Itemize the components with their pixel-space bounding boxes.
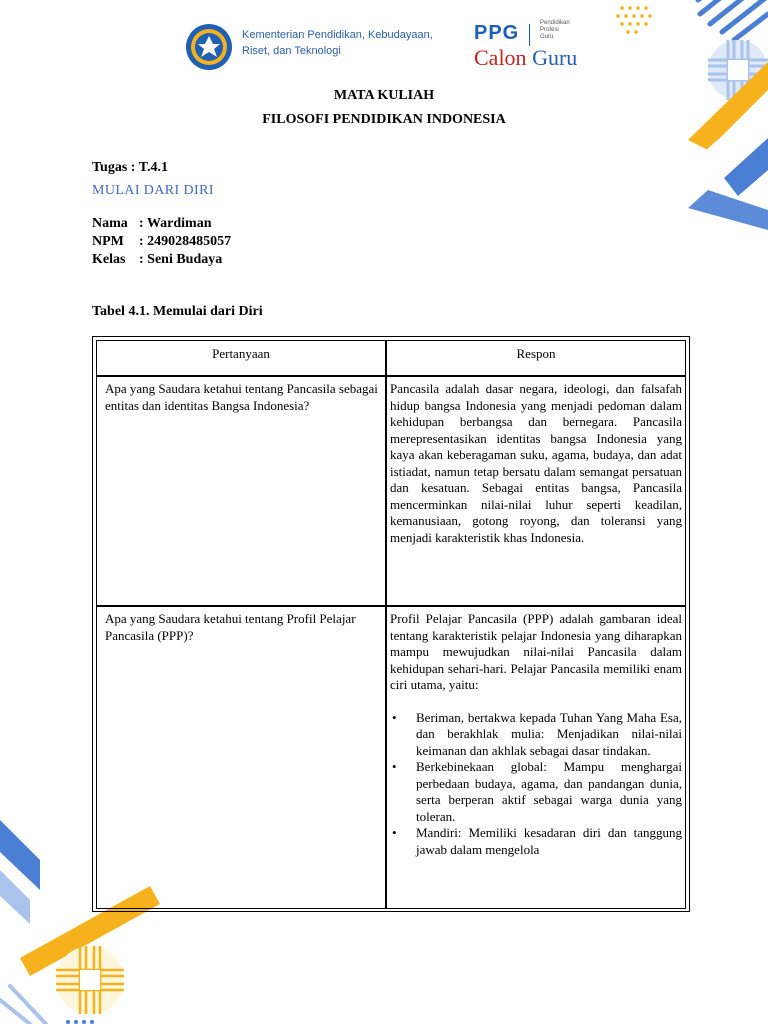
calon-text: Calon <box>474 45 527 70</box>
identity-row-npm <box>92 233 231 251</box>
header-cell-response: Respon <box>386 340 686 376</box>
list-item-text: Mandiri: Memiliki kesadaran diri dan tanggung jawab dalam mengelola <box>416 825 682 857</box>
table-caption: Tabel 4.1. Memulai dari Diri <box>92 304 263 319</box>
answer-bullet-list <box>390 710 682 859</box>
list-item <box>390 825 682 858</box>
identity-label: NPM <box>92 234 124 249</box>
calon-guru-wordmark <box>474 45 577 71</box>
answer-cell <box>386 606 686 909</box>
question-cell: Apa yang Saudara ketahui tentang Profil Pelajar Pancasila (PPP)? <box>96 606 386 909</box>
bullet-icon: • <box>392 759 397 774</box>
ppg-subtitle-3: Guru <box>540 34 554 40</box>
ppg-subtitle-2: Profesi <box>540 27 559 33</box>
identity-value: : Seni Budaya <box>139 252 223 267</box>
assignment-subject: MULAI DARI DIRI <box>92 183 214 198</box>
guru-text: Guru <box>532 45 578 70</box>
ministry-name-line1: Kementerian Pendidikan, Kebudayaan, <box>242 29 433 41</box>
ppg-calon-guru-logo <box>474 20 614 76</box>
identity-value: : 249028485057 <box>139 234 232 249</box>
ppg-subtitle <box>540 20 600 41</box>
answer-intro: Profil Pelajar Pancasila (PPP) adalah gambaran ideal tentang karakteristik pelajar Indonesia yang diharapkan mampu mewujudkan nilai-nilai Pancasila dalam kehidupan sehari-hari. Pelajar Pancasila memiliki enam ciri utama, yaitu: <box>390 611 682 692</box>
list-item-text: Berkebinekaan global: Mampu menghargai perbedaan budaya, agama, dan pandangan dunia, serta berperan aktif sebagai warga dunia yang toleran. <box>416 759 682 824</box>
ppg-divider <box>529 24 530 46</box>
bullet-icon: • <box>392 825 397 840</box>
assignment-number: Tugas : T.4.1 <box>92 160 168 175</box>
tut-wuri-handayani-logo-icon <box>184 22 234 72</box>
list-item-text: Beriman, bertakwa kepada Tuhan Yang Maha Esa, dan berakhlak mulia: Menjadikan nilai-nilai keimanan dan akhlak sebagai dasar tindakan. <box>416 709 682 758</box>
identity-label: Nama <box>92 216 128 231</box>
identity-value: : Wardiman <box>139 216 212 231</box>
question-cell: Apa yang Saudara ketahui tentang Pancasila sebagai entitas dan identitas Bangsa Indonesia? <box>96 376 386 606</box>
course-label: MATA KULIAH <box>333 88 435 103</box>
identity-row-name <box>92 215 211 233</box>
identity-label: Kelas <box>92 252 126 267</box>
identity-row-class <box>92 251 222 269</box>
ministry-name-line2: Riset, dan Teknologi <box>242 45 341 57</box>
ministry-name <box>242 27 462 59</box>
header-logos <box>184 20 604 76</box>
course-title: FILOSOFI PENDIDIKAN INDONESIA <box>262 112 506 127</box>
ppg-subtitle-1: Pendidikan <box>540 20 570 26</box>
bullet-icon: • <box>392 709 397 725</box>
ppg-label: PPG <box>474 22 520 44</box>
response-table <box>92 336 690 912</box>
list-item <box>390 759 682 825</box>
list-item <box>390 710 682 760</box>
answer-cell: Pancasila adalah dasar negara, ideologi, dan falsafah hidup bangsa Indonesia yang menjadi pedoman dalam kehidupan berbangsa dan bernegara. Pancasila merepresentasikan identitas bangsa Indonesia yang kaya akan keberagaman suku, agama, budaya, dan adat istiadat, namun tetap bersatu dalam semangat persatuan dan kesatuan. Sebagai entitas bangsa, Pancasila mencerminkan nilai-nilai luhur seperti keadilan, kemanusiaan, gotong royong, dan toleransi yang menjadi karakteristik khas Indonesia. <box>386 376 686 606</box>
header-cell-question: Pertanyaan <box>96 340 386 376</box>
